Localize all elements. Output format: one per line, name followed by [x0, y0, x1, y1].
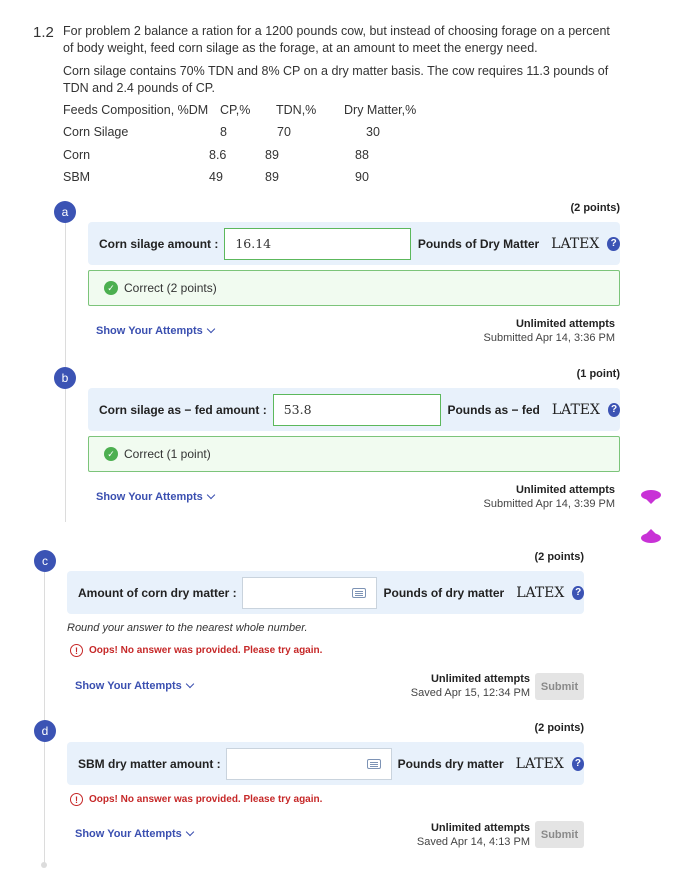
- show-attempts-c[interactable]: [75, 680, 193, 692]
- check-icon: ✓: [104, 281, 118, 295]
- table-header-tdn: TDN,%: [276, 103, 317, 117]
- part-a-status: Submitted Apr 14, 3:36 PM: [483, 332, 615, 344]
- table-cell: SBM: [63, 170, 91, 184]
- table-cell: 8.6: [209, 148, 227, 162]
- corn-silage-amount-input[interactable]: 16.14: [224, 228, 410, 260]
- part-d-answer-row: [67, 742, 584, 785]
- part-a-attempts: Unlimited attempts: [515, 318, 615, 330]
- part-b-status: Submitted Apr 14, 3:39 PM: [483, 498, 615, 510]
- check-icon: ✓: [104, 447, 118, 461]
- latex-logo: LATEX: [515, 755, 564, 772]
- step-d-badge: d: [34, 720, 56, 742]
- show-attempts-a[interactable]: [96, 325, 214, 337]
- part-d-error-text: Oops! No answer was provided. Please try again.: [89, 794, 323, 805]
- part-c-unit: Pounds of dry matter: [383, 585, 505, 600]
- part-c-status: Saved Apr 15, 12:34 PM: [410, 687, 530, 699]
- help-icon[interactable]: ?: [608, 403, 620, 417]
- corn-dry-matter-input[interactable]: [242, 577, 377, 609]
- part-a-feedback-text: Correct (2 points): [124, 281, 217, 295]
- step-line: [44, 572, 45, 864]
- part-a-unit: Pounds of Dry Matter: [417, 236, 540, 251]
- table-cell: 49: [209, 170, 223, 184]
- part-c-hint: Round your answer to the nearest whole number.: [67, 622, 308, 634]
- sbm-dry-matter-input[interactable]: [226, 748, 392, 780]
- part-b-feedback: [88, 436, 620, 472]
- marker-up-icon[interactable]: [640, 528, 662, 546]
- table-cell: Corn Silage: [63, 125, 129, 139]
- part-b-attempts: Unlimited attempts: [515, 484, 615, 496]
- chevron-down-icon: [186, 828, 194, 836]
- keyboard-icon[interactable]: [367, 759, 381, 769]
- table-cell: 70: [277, 125, 291, 139]
- part-d-attempts: Unlimited attempts: [430, 822, 530, 834]
- marker-down-icon[interactable]: [640, 488, 662, 506]
- error-icon: !: [70, 644, 83, 657]
- submit-button-d[interactable]: Submit: [535, 821, 584, 848]
- part-c-attempts: Unlimited attempts: [430, 673, 530, 685]
- show-attempts-label: Show Your Attempts: [96, 491, 203, 503]
- part-b-feedback-text: Correct (1 point): [124, 447, 211, 461]
- part-c-points: (2 points): [534, 551, 584, 563]
- step-c-badge: c: [34, 550, 56, 572]
- latex-logo: LATEX: [516, 584, 565, 601]
- step-b-badge: b: [54, 367, 76, 389]
- part-d-label: SBM dry matter amount :: [78, 756, 221, 771]
- table-cell: Corn: [63, 148, 91, 162]
- show-attempts-b[interactable]: [96, 491, 214, 503]
- part-a-answer-row: [88, 222, 620, 265]
- part-d-error: [70, 793, 322, 806]
- chevron-down-icon: [186, 680, 194, 688]
- latex-logo: LATEX: [551, 235, 600, 252]
- table-cell: 30: [366, 125, 380, 139]
- part-a-label: Corn silage amount :: [99, 236, 219, 251]
- part-b-answer-row: [88, 388, 620, 431]
- part-d-unit: Pounds dry matter: [397, 756, 504, 771]
- help-icon[interactable]: ?: [607, 237, 620, 251]
- submit-button-c[interactable]: Submit: [535, 673, 584, 700]
- step-end-dot: [41, 862, 47, 868]
- table-header-dm: Dry Matter,%: [344, 103, 417, 117]
- part-a-points: (2 points): [570, 202, 620, 214]
- problem-number: 1.2: [33, 24, 54, 41]
- part-b-points: (1 point): [576, 368, 620, 380]
- table-cell: 89: [265, 170, 279, 184]
- show-attempts-label: Show Your Attempts: [75, 828, 182, 840]
- show-attempts-d[interactable]: [75, 828, 193, 840]
- part-c-error: [70, 644, 322, 657]
- corn-silage-as-fed-input[interactable]: 53.8: [273, 394, 442, 426]
- part-b-label: Corn silage as − fed amount :: [99, 402, 267, 417]
- chevron-down-icon: [207, 325, 215, 333]
- show-attempts-label: Show Your Attempts: [75, 680, 182, 692]
- latex-logo: LATEX: [551, 401, 600, 418]
- part-a-feedback: [88, 270, 620, 306]
- show-attempts-label: Show Your Attempts: [96, 325, 203, 337]
- error-icon: !: [70, 793, 83, 806]
- part-b-unit: Pounds as − fed: [447, 402, 540, 417]
- table-cell: 88: [355, 148, 369, 162]
- part-c-label: Amount of corn dry matter :: [78, 585, 237, 600]
- table-cell: 90: [355, 170, 369, 184]
- keyboard-icon[interactable]: [352, 588, 366, 598]
- table-cell: 89: [265, 148, 279, 162]
- help-icon[interactable]: ?: [572, 757, 584, 771]
- table-header-cp: CP,%: [220, 103, 251, 117]
- table-cell: 8: [220, 125, 227, 139]
- help-icon[interactable]: ?: [572, 586, 584, 600]
- chevron-down-icon: [207, 491, 215, 499]
- part-c-answer-row: [67, 571, 584, 614]
- part-d-status: Saved Apr 14, 4:13 PM: [416, 836, 530, 848]
- step-a-badge: a: [54, 201, 76, 223]
- problem-text: For problem 2 balance a ration for a 1200 pounds cow, but instead of choosing forage on a percent of body weight, feed corn silage as the forage, at an amount to meet the energy need.: [63, 24, 610, 55]
- part-d-points: (2 points): [534, 722, 584, 734]
- table-header-feeds: Feeds Composition, %DM: [63, 103, 209, 117]
- problem-text-2: Corn silage contains 70% TDN and 8% CP on a dry matter basis. The cow requires 11.3 pounds of TDN and 2.4 pounds of CP.: [63, 64, 609, 95]
- part-c-error-text: Oops! No answer was provided. Please try again.: [89, 645, 323, 656]
